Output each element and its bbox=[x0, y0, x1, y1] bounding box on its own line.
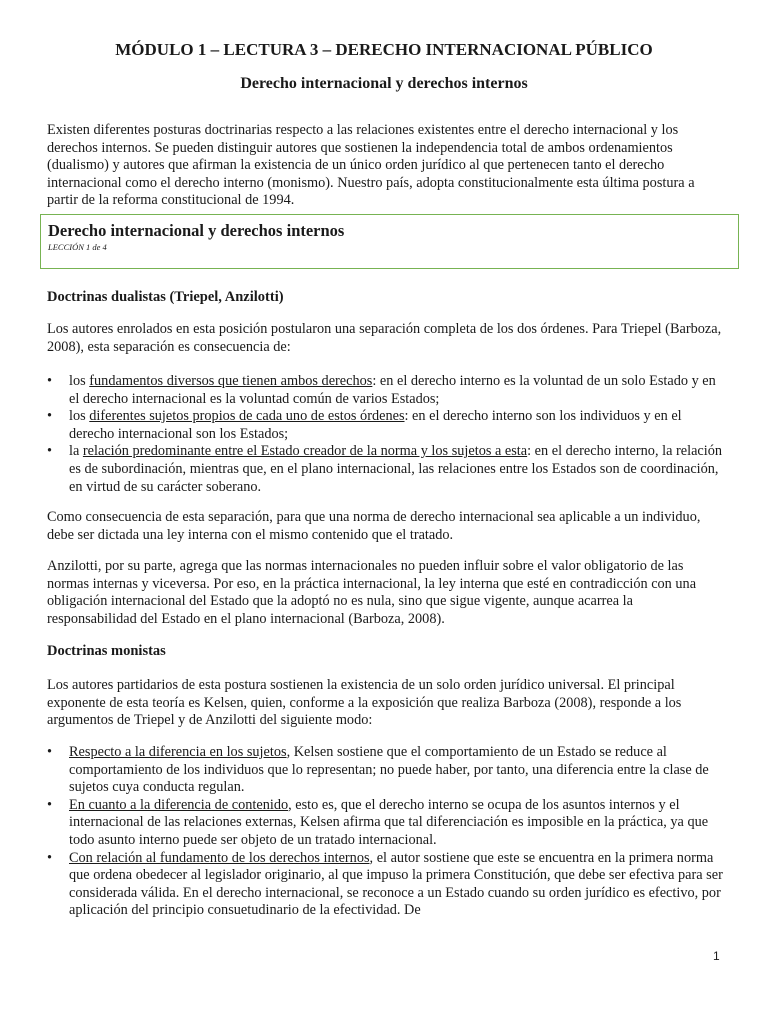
dualistas-intro bbox=[47, 321, 723, 356]
underlined-term: relación predominante entre el Estado creador de la norma y los sujetos a esta bbox=[82, 443, 528, 460]
section-heading-monistas: Doctrinas monistas bbox=[47, 643, 166, 659]
lesson-box bbox=[40, 214, 739, 269]
list-item: • la relación predominante entre el Estado creador de la norma y los sujetos a esta: en el derecho interno, la relación es de subordinación, mientras que, en el plano internacional, las relaciones entre los Estados son de coordinación, en virtud de su carácter soberano. bbox=[47, 443, 723, 496]
intro-paragraph bbox=[47, 122, 723, 210]
lesson-box-label: LECCIÓN 1 de 4 bbox=[48, 242, 107, 252]
list-item: • los diferentes sujetos propios de cada uno de estos órdenes: en el derecho interno son los individuos y en el derecho internacional son los Estados; bbox=[47, 408, 723, 443]
list-item: • Respecto a la diferencia en los sujetos, Kelsen sostiene que el comportamiento de un Estado se reduce al comportamiento de los individuos que lo representan; no puede haber, por tanto, una diferencia entre la clase de sujetos cuya conducta regulan. bbox=[47, 744, 723, 797]
underlined-term: fundamentos diversos que tienen ambos derechos bbox=[89, 373, 373, 389]
page-number: 1 bbox=[713, 949, 720, 963]
list-item: • los fundamentos diversos que tienen ambos derechos: en el derecho interno es la voluntad de un solo Estado y en el derecho internacional es la voluntad común de varios Estados; bbox=[47, 373, 723, 408]
intro-text: Existen diferentes posturas doctrinarias respecto a las relaciones existentes entre el derecho internacional y los derechos internos. Se pueden distinguir autores que sostienen la independencia total de ambos ordenamientos (dualismo) y autores que afirman la existencia de un único orden jurídico al que pertenecen tanto el derecho internacional como el derecho interno (monismo). Nuestro país, adopta constitucionalmente esta última postura a partir de la reforma constitucional de 1994. bbox=[47, 122, 695, 209]
underlined-term: En cuanto a la diferencia de contenido bbox=[69, 796, 289, 813]
dualistas-list bbox=[47, 373, 723, 496]
monistas-intro-text: Los autores partidarios de esta postura sostienen la existencia de un solo orden jurídico universal. El principal exponente de esta teoría es Kelsen, quien, conforme a la exposición que realiza Barboza (2008), responde a los argumentos de Triepel y de Anzilotti del siguiente modo: bbox=[47, 677, 682, 729]
list-item: • En cuanto a la diferencia de contenido, esto es, que el derecho interno se ocupa de los asuntos internos y el internacional de las relaciones externas, Kelsen afirma que tal diferenciación es imposible en la práctica, ya que todo asunto interno puede ser objeto de un tratado internacional. bbox=[47, 797, 723, 850]
dualistas-paragraph-2 bbox=[47, 558, 723, 628]
monistas-list bbox=[47, 744, 723, 920]
dualistas-paragraph-1 bbox=[47, 509, 723, 544]
dualistas-intro-text: Los autores enrolados en esta posición postularon una separación completa de los dos órdenes. Para Triepel (Barboza, 2008), esta separación es consecuencia de: bbox=[47, 321, 722, 355]
monistas-intro bbox=[47, 677, 723, 730]
underlined-term: Con relación al fundamento de los derechos internos bbox=[69, 849, 370, 866]
list-item: • Con relación al fundamento de los derechos internos, el autor sostiene que este se encuentra en la primera norma que ordena obedecer al legislador originario, al que impuso la primera Constitución, que debe ser efectiva para ser considerada válida. En el derecho internacional, se reconoce a un Estado cuando su orden jurídico es efectivo, por aplicación del principio consuetudinario de la efectividad. De bbox=[47, 850, 723, 920]
underlined-term: diferentes sujetos propios de cada uno de estos órdenes bbox=[89, 408, 405, 425]
lesson-box-title: Derecho internacional y derechos internos bbox=[48, 221, 345, 240]
paragraph-text: Anzilotti, por su parte, agrega que las normas internacionales no pueden influir sobre el valor obligatorio de las normas internas y viceversa. Por eso, en la práctica internacional, la ley interna que esté en contradicción con una obligación internacional del Estado que la adoptó no es nula, sino que sigue vigente, aunque acarrea la responsabilidad del Estado en el plano internacional (Barboza, 2008). bbox=[47, 558, 697, 627]
underlined-term: Respecto a la diferencia en los sujetos bbox=[69, 744, 287, 760]
paragraph-text: Como consecuencia de esta separación, para que una norma de derecho internacional sea aplicable a un individuo, debe ser dictada una ley interna con el mismo contenido que el tratado. bbox=[47, 509, 701, 543]
document-subtitle: Derecho internacional y derechos internos bbox=[240, 75, 528, 92]
section-heading-dualistas: Doctrinas dualistas (Triepel, Anzilotti) bbox=[47, 289, 284, 305]
document-title: MÓDULO 1 – LECTURA 3 – DERECHO INTERNACIONAL PÚBLICO bbox=[115, 40, 653, 59]
